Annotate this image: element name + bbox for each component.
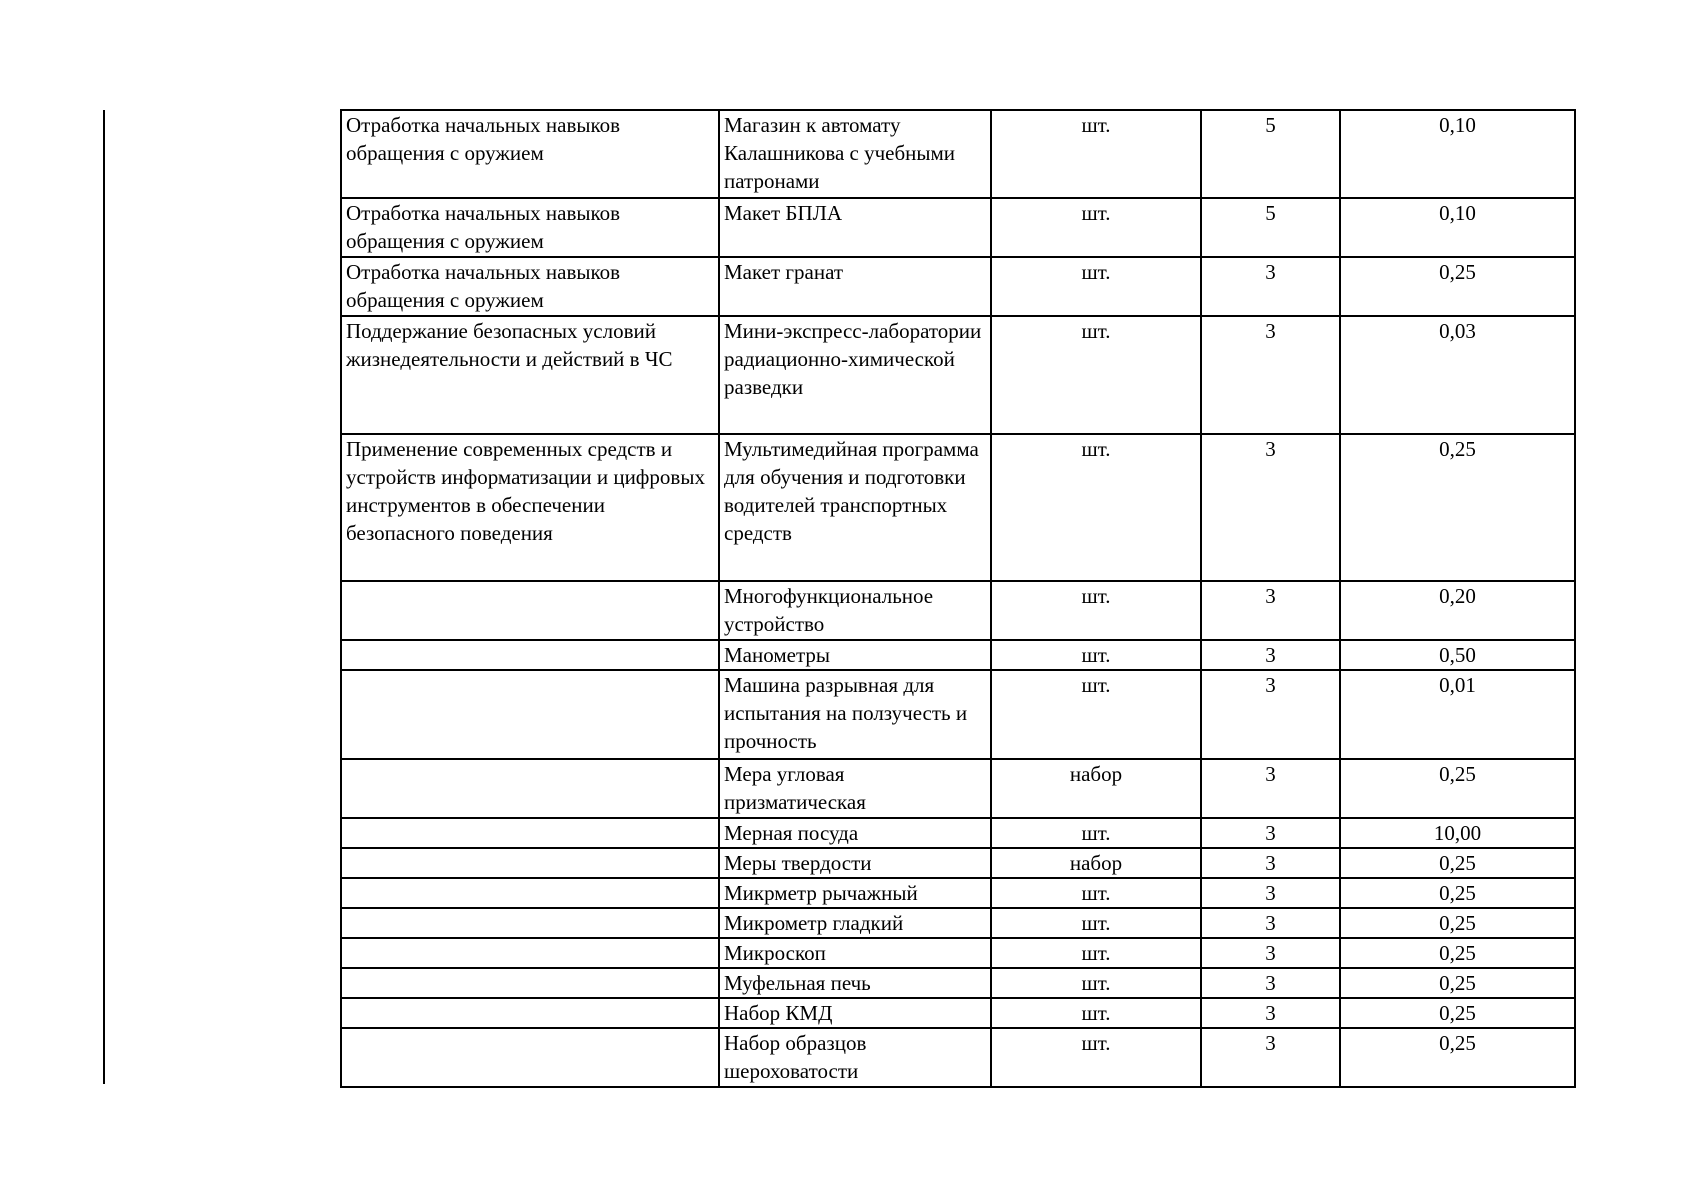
equipment-name-cell: Макет БПЛА bbox=[719, 198, 991, 257]
unit-cell: шт. bbox=[991, 198, 1201, 257]
purpose-cell bbox=[341, 878, 719, 908]
quantity-cell: 3 bbox=[1201, 316, 1340, 434]
norm-cell: 0,25 bbox=[1340, 848, 1575, 878]
equipment-name-cell: Набор образцов шероховатости bbox=[719, 1028, 991, 1087]
unit-cell: набор bbox=[991, 848, 1201, 878]
unit-cell: шт. bbox=[991, 998, 1201, 1028]
quantity-cell: 3 bbox=[1201, 938, 1340, 968]
unit-cell: шт. bbox=[991, 257, 1201, 316]
quantity-cell: 3 bbox=[1201, 998, 1340, 1028]
norm-cell: 0,25 bbox=[1340, 878, 1575, 908]
unit-cell: шт. bbox=[991, 110, 1201, 198]
table-row bbox=[341, 908, 1575, 938]
unit-cell: шт. bbox=[991, 818, 1201, 848]
equipment-table bbox=[340, 109, 1576, 1088]
table-row bbox=[341, 434, 1575, 581]
norm-cell: 0,25 bbox=[1340, 908, 1575, 938]
unit-cell: шт. bbox=[991, 581, 1201, 640]
equipment-name-cell: Меры твердости bbox=[719, 848, 991, 878]
unit-cell: шт. bbox=[991, 968, 1201, 998]
table-row bbox=[341, 640, 1575, 670]
purpose-cell: Применение современных средств и устройств информатизации и цифровых инструментов в обеспечении безопасного поведения bbox=[341, 434, 719, 581]
quantity-cell: 3 bbox=[1201, 848, 1340, 878]
norm-cell: 0,50 bbox=[1340, 640, 1575, 670]
equipment-name-cell: Микрометр гладкий bbox=[719, 908, 991, 938]
quantity-cell: 3 bbox=[1201, 878, 1340, 908]
equipment-name-cell: Макет гранат bbox=[719, 257, 991, 316]
unit-cell: шт. bbox=[991, 434, 1201, 581]
equipment-table-body bbox=[341, 110, 1575, 1087]
quantity-cell: 3 bbox=[1201, 759, 1340, 818]
quantity-cell: 3 bbox=[1201, 968, 1340, 998]
table-row bbox=[341, 1028, 1575, 1087]
unit-cell: шт. bbox=[991, 670, 1201, 759]
equipment-name-cell: Многофункциональное устройство bbox=[719, 581, 991, 640]
table-row bbox=[341, 316, 1575, 434]
unit-cell: набор bbox=[991, 759, 1201, 818]
table-row bbox=[341, 670, 1575, 759]
table-row bbox=[341, 818, 1575, 848]
purpose-cell: Отработка начальных навыков обращения с оружием bbox=[341, 257, 719, 316]
equipment-name-cell: Манометры bbox=[719, 640, 991, 670]
purpose-cell bbox=[341, 818, 719, 848]
norm-cell: 0,25 bbox=[1340, 938, 1575, 968]
norm-cell: 0,01 bbox=[1340, 670, 1575, 759]
norm-cell: 0,25 bbox=[1340, 257, 1575, 316]
table-row bbox=[341, 848, 1575, 878]
purpose-cell bbox=[341, 908, 719, 938]
table-row bbox=[341, 110, 1575, 198]
quantity-cell: 5 bbox=[1201, 110, 1340, 198]
purpose-cell: Отработка начальных навыков обращения с оружием bbox=[341, 198, 719, 257]
table-row bbox=[341, 998, 1575, 1028]
purpose-cell bbox=[341, 848, 719, 878]
equipment-name-cell: Набор КМД bbox=[719, 998, 991, 1028]
quantity-cell: 3 bbox=[1201, 670, 1340, 759]
quantity-cell: 3 bbox=[1201, 581, 1340, 640]
page-margin-line bbox=[103, 110, 105, 1084]
purpose-cell bbox=[341, 640, 719, 670]
quantity-cell: 3 bbox=[1201, 640, 1340, 670]
equipment-name-cell: Мультимедийная программа для обучения и подготовки водителей транспортных средств bbox=[719, 434, 991, 581]
unit-cell: шт. bbox=[991, 1028, 1201, 1087]
norm-cell: 0,03 bbox=[1340, 316, 1575, 434]
purpose-cell bbox=[341, 759, 719, 818]
quantity-cell: 3 bbox=[1201, 908, 1340, 938]
equipment-name-cell: Мера угловая призматическая bbox=[719, 759, 991, 818]
purpose-cell bbox=[341, 968, 719, 998]
table-row bbox=[341, 968, 1575, 998]
table-row bbox=[341, 759, 1575, 818]
purpose-cell bbox=[341, 1028, 719, 1087]
norm-cell: 0,25 bbox=[1340, 1028, 1575, 1087]
purpose-cell bbox=[341, 938, 719, 968]
quantity-cell: 3 bbox=[1201, 257, 1340, 316]
equipment-name-cell: Муфельная печь bbox=[719, 968, 991, 998]
norm-cell: 0,25 bbox=[1340, 434, 1575, 581]
equipment-name-cell: Мини-экспресс-лаборатории радиационно-химической разведки bbox=[719, 316, 991, 434]
purpose-cell: Поддержание безопасных условий жизнедеятельности и действий в ЧС bbox=[341, 316, 719, 434]
table-row bbox=[341, 581, 1575, 640]
equipment-name-cell: Магазин к автомату Калашникова с учебными патронами bbox=[719, 110, 991, 198]
unit-cell: шт. bbox=[991, 878, 1201, 908]
norm-cell: 0,25 bbox=[1340, 759, 1575, 818]
norm-cell: 0,20 bbox=[1340, 581, 1575, 640]
equipment-name-cell: Микрметр рычажный bbox=[719, 878, 991, 908]
equipment-name-cell: Микроскоп bbox=[719, 938, 991, 968]
purpose-cell: Отработка начальных навыков обращения с оружием bbox=[341, 110, 719, 198]
norm-cell: 10,00 bbox=[1340, 818, 1575, 848]
quantity-cell: 3 bbox=[1201, 434, 1340, 581]
quantity-cell: 5 bbox=[1201, 198, 1340, 257]
unit-cell: шт. bbox=[991, 316, 1201, 434]
norm-cell: 0,10 bbox=[1340, 198, 1575, 257]
table-row bbox=[341, 257, 1575, 316]
purpose-cell bbox=[341, 670, 719, 759]
unit-cell: шт. bbox=[991, 640, 1201, 670]
unit-cell: шт. bbox=[991, 938, 1201, 968]
purpose-cell bbox=[341, 998, 719, 1028]
table-row bbox=[341, 878, 1575, 908]
equipment-name-cell: Машина разрывная для испытания на ползучесть и прочность bbox=[719, 670, 991, 759]
table-row bbox=[341, 938, 1575, 968]
norm-cell: 0,25 bbox=[1340, 998, 1575, 1028]
norm-cell: 0,25 bbox=[1340, 968, 1575, 998]
quantity-cell: 3 bbox=[1201, 1028, 1340, 1087]
quantity-cell: 3 bbox=[1201, 818, 1340, 848]
equipment-name-cell: Мерная посуда bbox=[719, 818, 991, 848]
purpose-cell bbox=[341, 581, 719, 640]
table-row bbox=[341, 198, 1575, 257]
norm-cell: 0,10 bbox=[1340, 110, 1575, 198]
unit-cell: шт. bbox=[991, 908, 1201, 938]
